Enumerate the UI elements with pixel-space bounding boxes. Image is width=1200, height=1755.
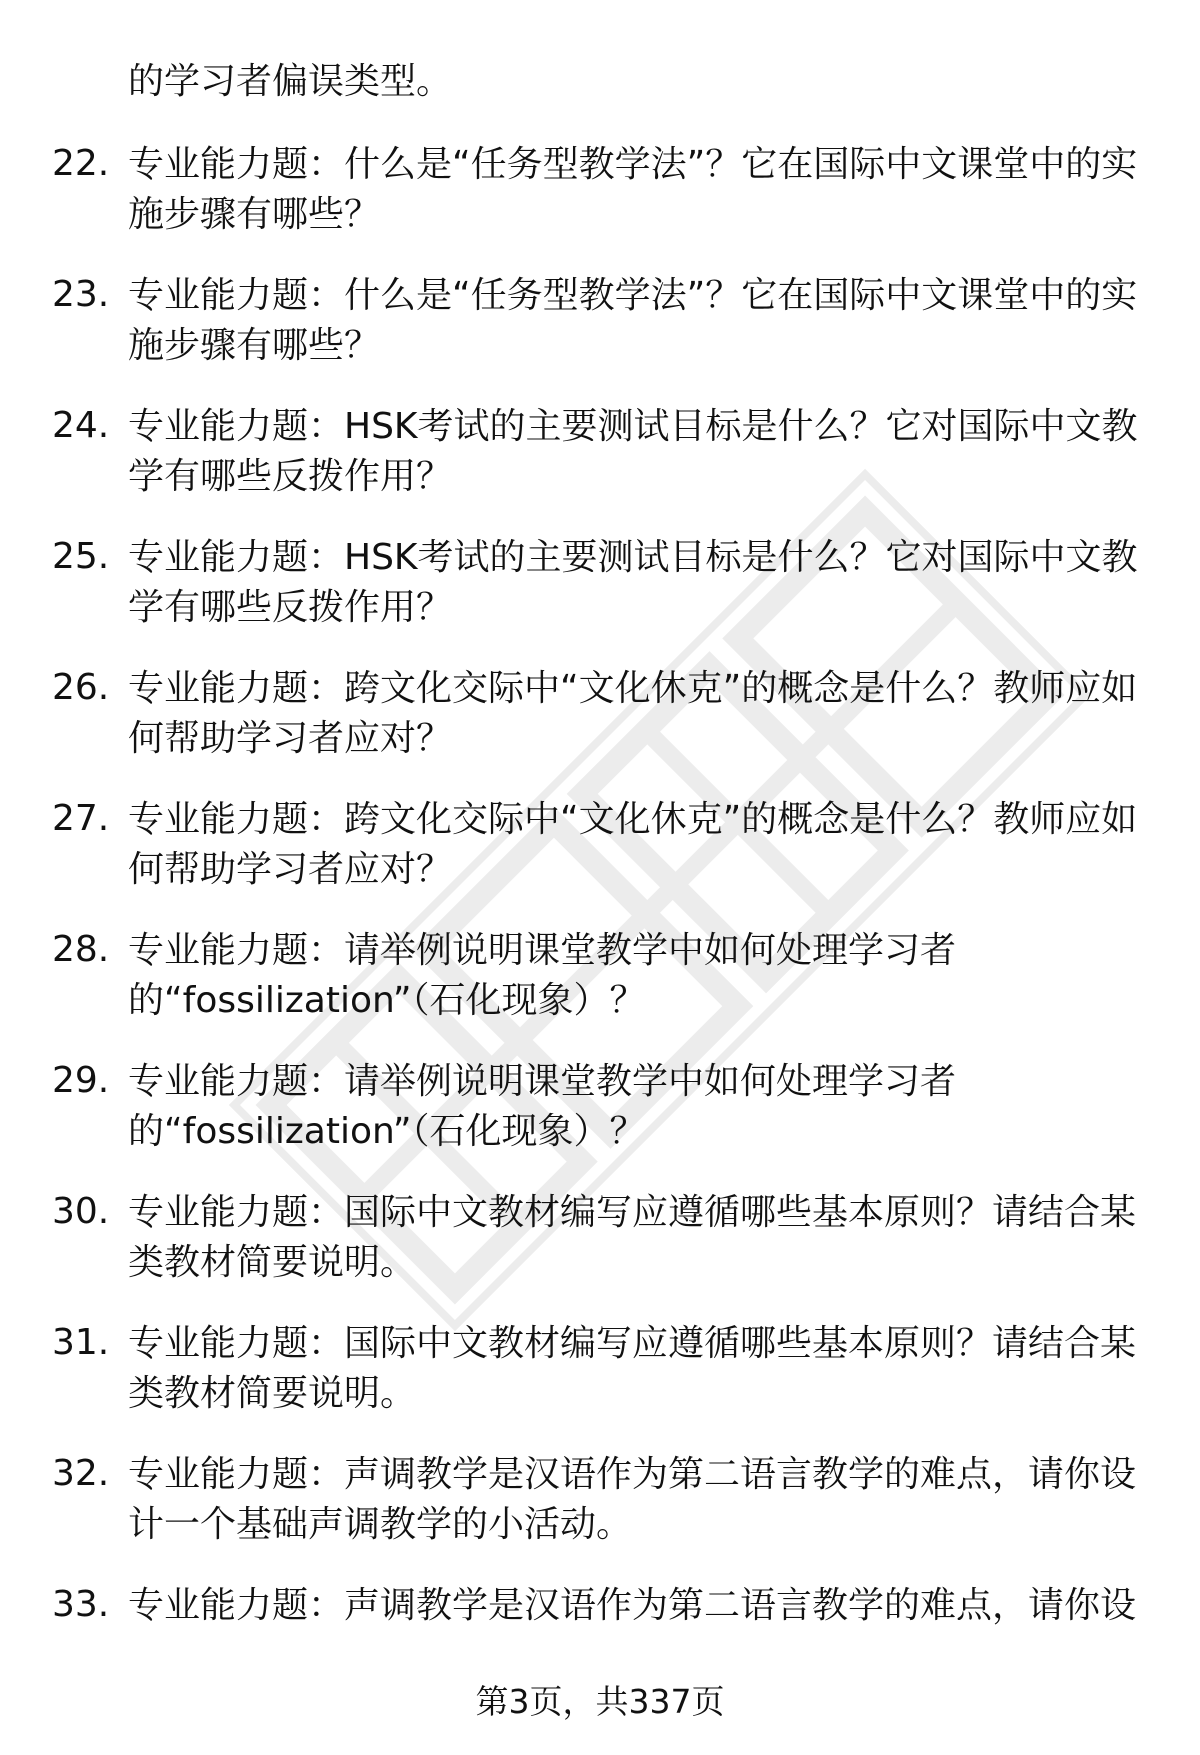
list-item xyxy=(0,1450,1200,1581)
list-item xyxy=(0,533,1200,664)
list-item xyxy=(0,1319,1200,1450)
item-text: 专业能力题：HSK考试的主要测试目标是什么？它对国际中文教学有哪些反拨作用？ xyxy=(128,537,1138,628)
list-item xyxy=(0,926,1200,1057)
list-item xyxy=(0,402,1200,533)
item-text: 专业能力题：什么是“任务型教学法”？它在国际中文课堂中的实施步骤有哪些？ xyxy=(128,275,1138,366)
list-item xyxy=(0,140,1200,271)
item-number: 31. xyxy=(52,1322,110,1363)
list-item xyxy=(0,664,1200,795)
item-number: 25. xyxy=(52,536,110,577)
list-item xyxy=(0,1188,1200,1319)
item-text: 专业能力题：跨文化交际中“文化休克”的概念是什么？教师应如何帮助学习者应对？ xyxy=(128,799,1138,890)
item-text: 专业能力题：声调教学是汉语作为第二语言教学的难点，请你设计一个基础声调教学的小活动。 xyxy=(128,1454,1137,1545)
item-number: 23. xyxy=(52,274,110,315)
item-text: 专业能力题：声调教学是汉语作为第二语言教学的难点，请你设 xyxy=(128,1585,1137,1626)
item-number: 33. xyxy=(52,1584,110,1625)
item-text: 专业能力题：国际中文教材编写应遵循哪些基本原则？请结合某类教材简要说明。 xyxy=(128,1323,1137,1414)
list-item xyxy=(0,271,1200,402)
question-list xyxy=(0,140,1200,1712)
list-item xyxy=(0,1057,1200,1188)
page-footer: 第3页，共337页 xyxy=(475,1682,725,1721)
item-number: 22. xyxy=(52,143,110,184)
item-number: 28. xyxy=(52,929,110,970)
item-text: 专业能力题：跨文化交际中“文化休克”的概念是什么？教师应如何帮助学习者应对？ xyxy=(128,668,1138,759)
item-text: 专业能力题：请举例说明课堂教学中如何处理学习者的“fossilization”（石化现象）？ xyxy=(128,1061,957,1152)
continued-text-line: 的学习者偏误类型。 xyxy=(128,61,453,102)
item-text: 专业能力题：什么是“任务型教学法”？它在国际中文课堂中的实施步骤有哪些？ xyxy=(128,144,1138,235)
item-number: 32. xyxy=(52,1453,110,1494)
item-number: 24. xyxy=(52,405,110,446)
list-item xyxy=(0,795,1200,926)
item-number: 26. xyxy=(52,667,110,708)
item-number: 27. xyxy=(52,798,110,839)
item-text: 专业能力题：国际中文教材编写应遵循哪些基本原则？请结合某类教材简要说明。 xyxy=(128,1192,1137,1283)
item-text: 专业能力题：请举例说明课堂教学中如何处理学习者的“fossilization”（石化现象）？ xyxy=(128,930,957,1021)
item-text: 专业能力题：HSK考试的主要测试目标是什么？它对国际中文教学有哪些反拨作用？ xyxy=(128,406,1138,497)
item-number: 29. xyxy=(52,1060,110,1101)
item-number: 30. xyxy=(52,1191,110,1232)
